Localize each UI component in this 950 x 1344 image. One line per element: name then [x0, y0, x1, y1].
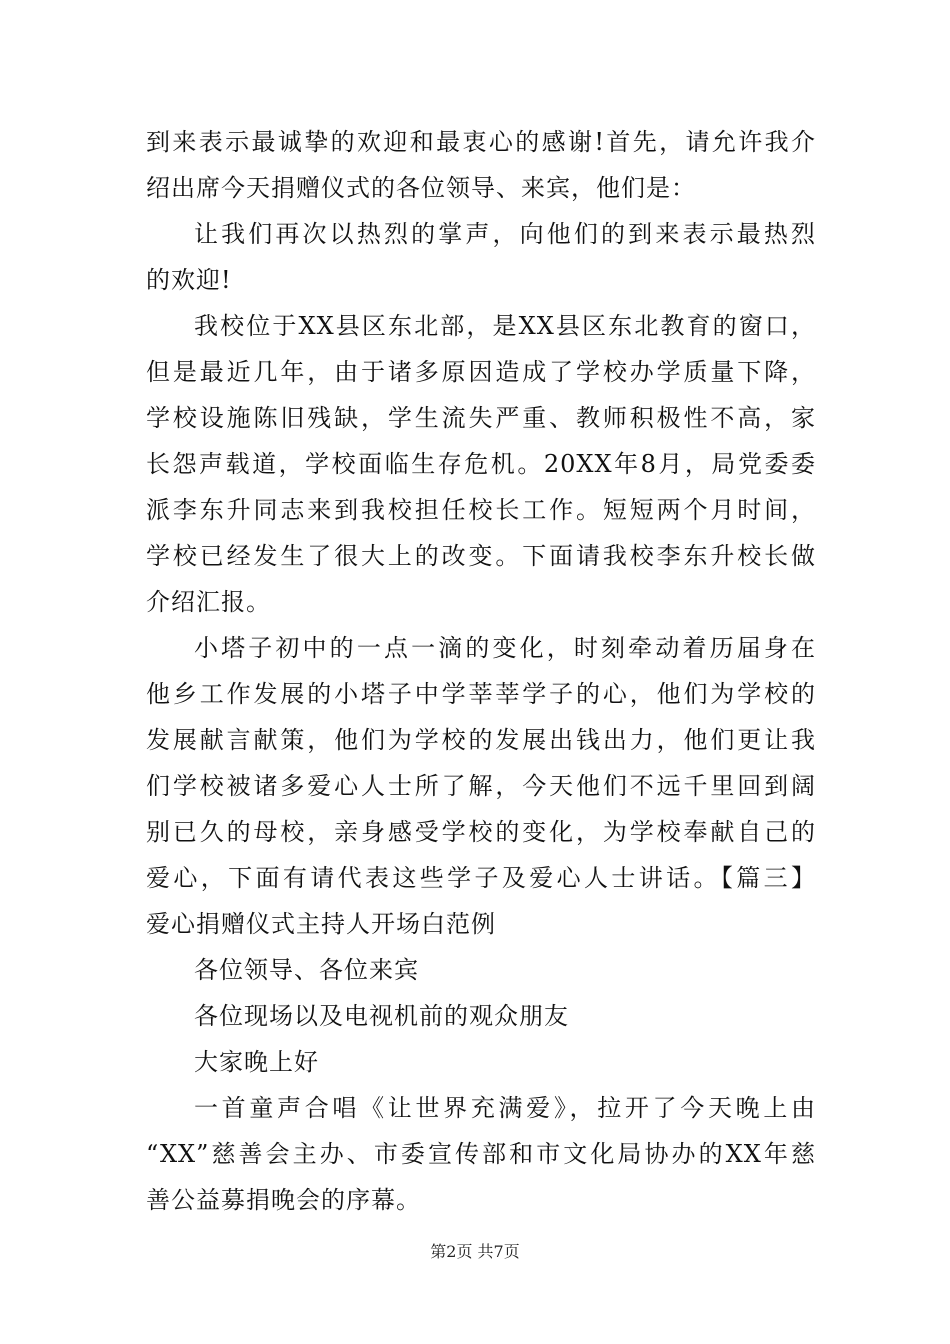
page-footer: 第2页 共7页	[430, 1242, 520, 1261]
text-line: 派李东升同志来到我校担任校长工作。短短两个月时间，	[146, 496, 816, 524]
text-line: 学校已经发生了很大上的改变。下面请我校李东升校长做	[146, 542, 816, 570]
text-line: 学校设施陈旧残缺，学生流失严重、教师积极性不高，家	[146, 404, 816, 432]
text-line: 让我们再次以热烈的掌声，向他们的到来表示最热烈	[194, 220, 816, 248]
text-line: 的欢迎!	[146, 266, 232, 294]
text-line: 别已久的母校，亲身感受学校的变化，为学校奉献自己的	[146, 818, 816, 846]
text-line: 我校位于XX县区东北部，是XX县区东北教育的窗口，	[194, 312, 816, 340]
text-line: 爱心，下面有请代表这些学子及爱心人士讲话。【篇三】	[146, 864, 816, 892]
text-line: 爱心捐赠仪式主持人开场白范例	[146, 910, 496, 938]
text-line: 他乡工作发展的小塔子中学莘莘学子的心，他们为学校的	[146, 680, 816, 708]
text-line: 绍出席今天捐赠仪式的各位领导、来宾，他们是：	[146, 174, 696, 202]
text-line: 但是最近几年，由于诸多原因造成了学校办学质量下降，	[146, 358, 816, 386]
text-line: 到来表示最诚挚的欢迎和最衷心的感谢!首先，请允许我介	[146, 128, 816, 156]
text-line: 一首童声合唱《让世界充满爱》，拉开了今天晚上由	[194, 1094, 816, 1122]
text-line: 介绍汇报。	[146, 588, 271, 616]
text-line: 各位领导、各位来宾	[194, 956, 419, 984]
text-line: 大家晚上好	[194, 1048, 319, 1076]
text-line: 们学校被诸多爱心人士所了解，今天他们不远千里回到阔	[146, 772, 816, 800]
text-line: 发展献言献策，他们为学校的发展出钱出力，他们更让我	[146, 726, 816, 754]
text-line: 小塔子初中的一点一滴的变化，时刻牵动着历届身在	[194, 634, 816, 662]
document-body	[146, 119, 816, 1223]
text-line: 各位现场以及电视机前的观众朋友	[194, 1002, 569, 1030]
text-line: “XX”慈善会主办、市委宣传部和市文化局协办的XX年慈	[146, 1140, 816, 1168]
text-line: 长怨声载道，学校面临生存危机。20XX年8月，局党委委	[146, 450, 816, 478]
text-line: 善公益募捐晚会的序幕。	[146, 1186, 421, 1214]
